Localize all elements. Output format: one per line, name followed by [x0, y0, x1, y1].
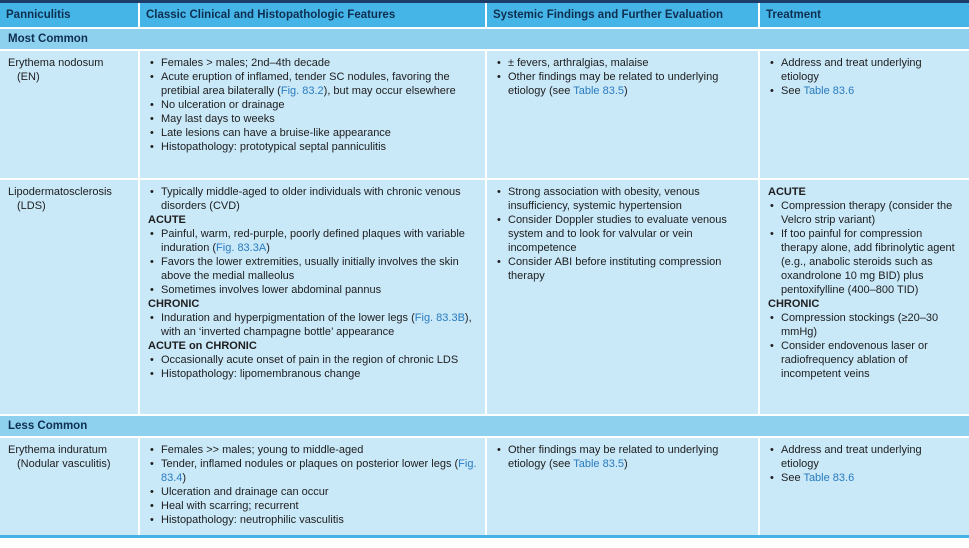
row-name-cell	[0, 438, 138, 535]
cross-reference-link[interactable]: Fig. 83.3A	[216, 242, 267, 254]
table-header-row	[0, 3, 969, 27]
bullet-item: • See Table 83.6	[768, 471, 961, 485]
bullet-item: • Induration and hyperpigmentation of the lower legs (Fig. 83.3B), with an ‘inverted champagne bottle’ appearance	[148, 311, 477, 339]
treatment-cell	[760, 438, 969, 535]
section-header-label: Most Common	[0, 29, 969, 49]
bullet-item: • See Table 83.6	[768, 84, 961, 98]
table-row	[0, 51, 969, 178]
cell-subheading: CHRONIC	[768, 298, 820, 310]
column-header-clinical-features: Classic Clinical and Histopathologic Features	[140, 3, 485, 27]
systemic-findings-cell	[487, 51, 758, 178]
bullet-item: • Compression stockings (≥20–30 mmHg)	[768, 311, 961, 339]
table-row	[0, 438, 969, 535]
cell-subheading: CHRONIC	[148, 298, 200, 310]
treatment-cell	[760, 180, 969, 414]
bullet-item: • Late lesions can have a bruise-like appearance	[148, 126, 477, 140]
bullet-item: • Typically middle-aged to older individuals with chronic venous disorders (CVD)	[148, 185, 477, 213]
cross-reference-link[interactable]: Table 83.5	[573, 458, 624, 470]
bullet-item: • Consider endovenous laser or radiofrequency ablation of incompetent veins	[768, 339, 961, 381]
bullet-item: • Heal with scarring; recurrent	[148, 499, 477, 513]
clinical-features-cell	[140, 438, 485, 535]
bullet-item: • Histopathology: neutrophilic vasculitis	[148, 513, 477, 527]
column-header-systemic-findings: Systemic Findings and Further Evaluation	[487, 3, 758, 27]
table-row	[0, 180, 969, 414]
bullet-item: • Histopathology: prototypical septal panniculitis	[148, 140, 477, 154]
bullet-item: • ± fevers, arthralgias, malaise	[495, 56, 750, 70]
row-name-line: (Nodular vasculitis)	[17, 458, 111, 470]
bullet-item: • Address and treat underlying etiology	[768, 443, 961, 471]
bullet-item: • Females > males; 2nd–4th decade	[148, 56, 477, 70]
column-header-panniculitis: Panniculitis	[0, 3, 138, 27]
row-name-line: Erythema induratum	[8, 444, 108, 456]
bullet-item: • Acute eruption of inflamed, tender SC nodules, favoring the pretibial area bilaterally (Fig. 83.2), but may occur elsewhere	[148, 70, 477, 98]
row-name-line: (LDS)	[17, 200, 46, 212]
cross-reference-link[interactable]: Fig. 83.2	[280, 85, 324, 97]
row-name-line: Lipodermatosclerosis	[8, 186, 112, 198]
cross-reference-link[interactable]: Table 83.6	[803, 85, 855, 97]
bullet-item: • Favors the lower extremities, usually initially involves the skin above the medial malleolus	[148, 255, 477, 283]
cell-subheading: ACUTE	[148, 214, 186, 226]
clinical-features-cell	[140, 180, 485, 414]
row-name-line: Erythema nodosum	[8, 57, 104, 69]
row-name-cell	[0, 51, 138, 178]
bullet-item: • Consider Doppler studies to evaluate venous system and to look for valvular or vein incompetence	[495, 213, 750, 255]
bullet-item: • Strong association with obesity, venous insufficiency, systemic hypertension	[495, 185, 750, 213]
bullet-item: • Compression therapy (consider the Velcro strip variant)	[768, 199, 961, 227]
cell-subheading: ACUTE	[768, 186, 806, 198]
bullet-item: • Other findings may be related to underlying etiology (see Table 83.5)	[495, 70, 750, 98]
bullet-item: • No ulceration or drainage	[148, 98, 477, 112]
cross-reference-link[interactable]: Fig. 83.3B	[414, 312, 465, 324]
row-name-cell	[0, 180, 138, 414]
cross-reference-link[interactable]: Fig. 83.4	[161, 458, 477, 484]
systemic-findings-cell	[487, 438, 758, 535]
column-header-treatment: Treatment	[760, 3, 969, 27]
bullet-item: • Occasionally acute onset of pain in the region of chronic LDS	[148, 353, 477, 367]
cell-subheading: ACUTE on CHRONIC	[148, 340, 257, 352]
bullet-item: • Ulceration and drainage can occur	[148, 485, 477, 499]
bullet-item: • Histopathology: lipomembranous change	[148, 367, 477, 381]
clinical-features-cell	[140, 51, 485, 178]
treatment-cell	[760, 51, 969, 178]
section-row	[0, 416, 969, 436]
systemic-findings-cell	[487, 180, 758, 414]
bullet-item: • Sometimes involves lower abdominal pannus	[148, 283, 477, 297]
table-body	[0, 29, 969, 535]
bullet-item: • Consider ABI before instituting compression therapy	[495, 255, 750, 283]
section-header-label: Less Common	[0, 416, 969, 436]
cross-reference-link[interactable]: Table 83.6	[803, 472, 855, 484]
bullet-item: • If too painful for compression therapy alone, add fibrinolytic agent (e.g., anabolic steroids such as oxandrolone 10 mg BID) plus pentoxifylline (400–800 TID)	[768, 227, 961, 297]
section-row	[0, 29, 969, 49]
row-name-line: (EN)	[17, 71, 40, 83]
bullet-item: • Tender, inflamed nodules or plaques on posterior lower legs (Fig. 83.4)	[148, 457, 477, 485]
cross-reference-link[interactable]: Table 83.5	[573, 85, 624, 97]
bullet-item: • May last days to weeks	[148, 112, 477, 126]
bullet-item: • Females >> males; young to middle-aged	[148, 443, 477, 457]
bullet-item: • Address and treat underlying etiology	[768, 56, 961, 84]
bullet-item: • Other findings may be related to underlying etiology (see Table 83.5)	[495, 443, 750, 471]
bullet-item: • Painful, warm, red-purple, poorly defined plaques with variable induration (Fig. 83.3A)	[148, 227, 477, 255]
